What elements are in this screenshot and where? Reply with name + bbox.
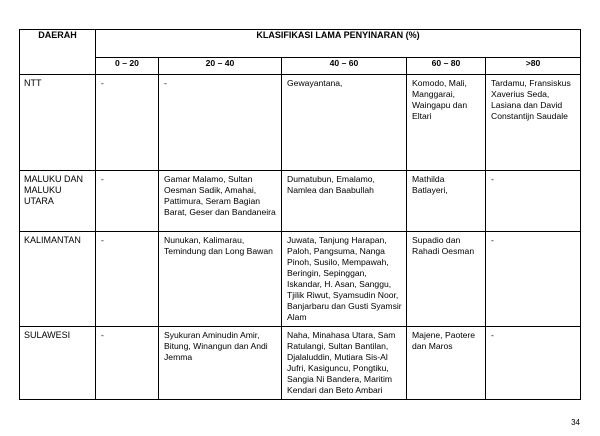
cell-text: Juwata, Tanjung Harapan, Paloh, Pangsuma, Nanga Pinoh, Susilo, Mempawah, Beringin, Sepinggan, Iskandar, H. Asan, Sanggu, Tjilik Riwut, Syamsudin Noor, Banjarbaru dan Gusti Syamsir Alam	[287, 235, 402, 322]
region-label: KALIMANTAN	[24, 235, 81, 245]
cell-text: Gamar Malamo, Sultan Oesman Sadik, Amahai, Pattimura, Seram Bagian Barat, Geser dan Bandaneira	[164, 174, 276, 217]
table-cell	[282, 171, 407, 232]
cell-text: -	[491, 235, 494, 245]
cell-text: Komodo, Mali, Manggarai, Waingapu dan Eltari	[412, 78, 468, 121]
header-klasifikasi: KLASIFIKASI LAMA PENYINARAN (%)	[96, 30, 581, 58]
region-label: NTT	[24, 78, 42, 88]
cell-text: -	[491, 174, 494, 184]
table-cell	[486, 171, 581, 232]
header-range-0-20: 0 – 20	[96, 58, 159, 75]
cell-text: -	[491, 330, 494, 340]
header-daerah: DAERAH	[20, 30, 96, 75]
table-cell	[96, 232, 159, 327]
table-row	[20, 327, 581, 400]
table-cell	[159, 171, 282, 232]
cell-text: Majene, Paotere dan Maros	[412, 330, 476, 351]
cell-text: Tardamu, Fransiskus Xaverius Seda, Lasiana dan David Constantijn Saudale	[491, 78, 571, 121]
table-cell	[282, 232, 407, 327]
cell-text: Nunukan, Kalimarau, Temindung dan Long Bawan	[164, 235, 273, 256]
table-cell	[96, 75, 159, 171]
table-row	[20, 232, 581, 327]
header-range-over-80: >80	[486, 58, 581, 75]
region-label: SULAWESI	[24, 330, 71, 340]
table-cell	[407, 171, 486, 232]
cell-text: -	[101, 330, 104, 340]
table-cell	[96, 171, 159, 232]
table-cell	[486, 75, 581, 171]
table-cell	[407, 75, 486, 171]
cell-text: Dumatubun, Emalamo, Namlea dan Baabullah	[287, 174, 375, 195]
table-cell	[407, 232, 486, 327]
cell-text: Syukuran Aminudin Amir, Bitung, Winangun dan Andi Jemma	[164, 330, 268, 362]
page-number: 34	[571, 418, 580, 427]
header-range-20-40: 20 – 40	[159, 58, 282, 75]
cell-text: -	[101, 174, 104, 184]
table-row	[20, 75, 581, 171]
cell-text: Naha, Minahasa Utara, Sam Ratulangi, Sultan Bantilan, Djalaluddin, Mutiara Sis-Al Jufri, Kasiguncu, Pongtiku, Sangia Ni Bandera, Maritim Kendari dan Beto Ambari	[287, 330, 396, 395]
table-row	[20, 171, 581, 232]
table-cell	[486, 327, 581, 400]
table-cell	[282, 327, 407, 400]
table-cell	[159, 232, 282, 327]
cell-text: -	[164, 78, 167, 88]
region-cell	[20, 75, 96, 171]
sunshine-classification-table	[19, 29, 581, 400]
table-cell	[282, 75, 407, 171]
cell-text: -	[101, 78, 104, 88]
table-cell	[159, 75, 282, 171]
region-cell	[20, 171, 96, 232]
cell-text: -	[101, 235, 104, 245]
table-cell	[159, 327, 282, 400]
table-cell	[407, 327, 486, 400]
region-cell	[20, 327, 96, 400]
cell-text: Mathilda Batlayeri,	[412, 174, 448, 195]
header-range-60-80: 60 – 80	[407, 58, 486, 75]
header-range-40-60: 40 – 60	[282, 58, 407, 75]
cell-text: Supadio dan Rahadi Oesman	[412, 235, 475, 256]
cell-text: Gewayantana,	[287, 78, 343, 88]
region-label: MALUKU DAN MALUKU UTARA	[24, 174, 84, 206]
table-cell	[486, 232, 581, 327]
table-cell	[96, 327, 159, 400]
region-cell	[20, 232, 96, 327]
